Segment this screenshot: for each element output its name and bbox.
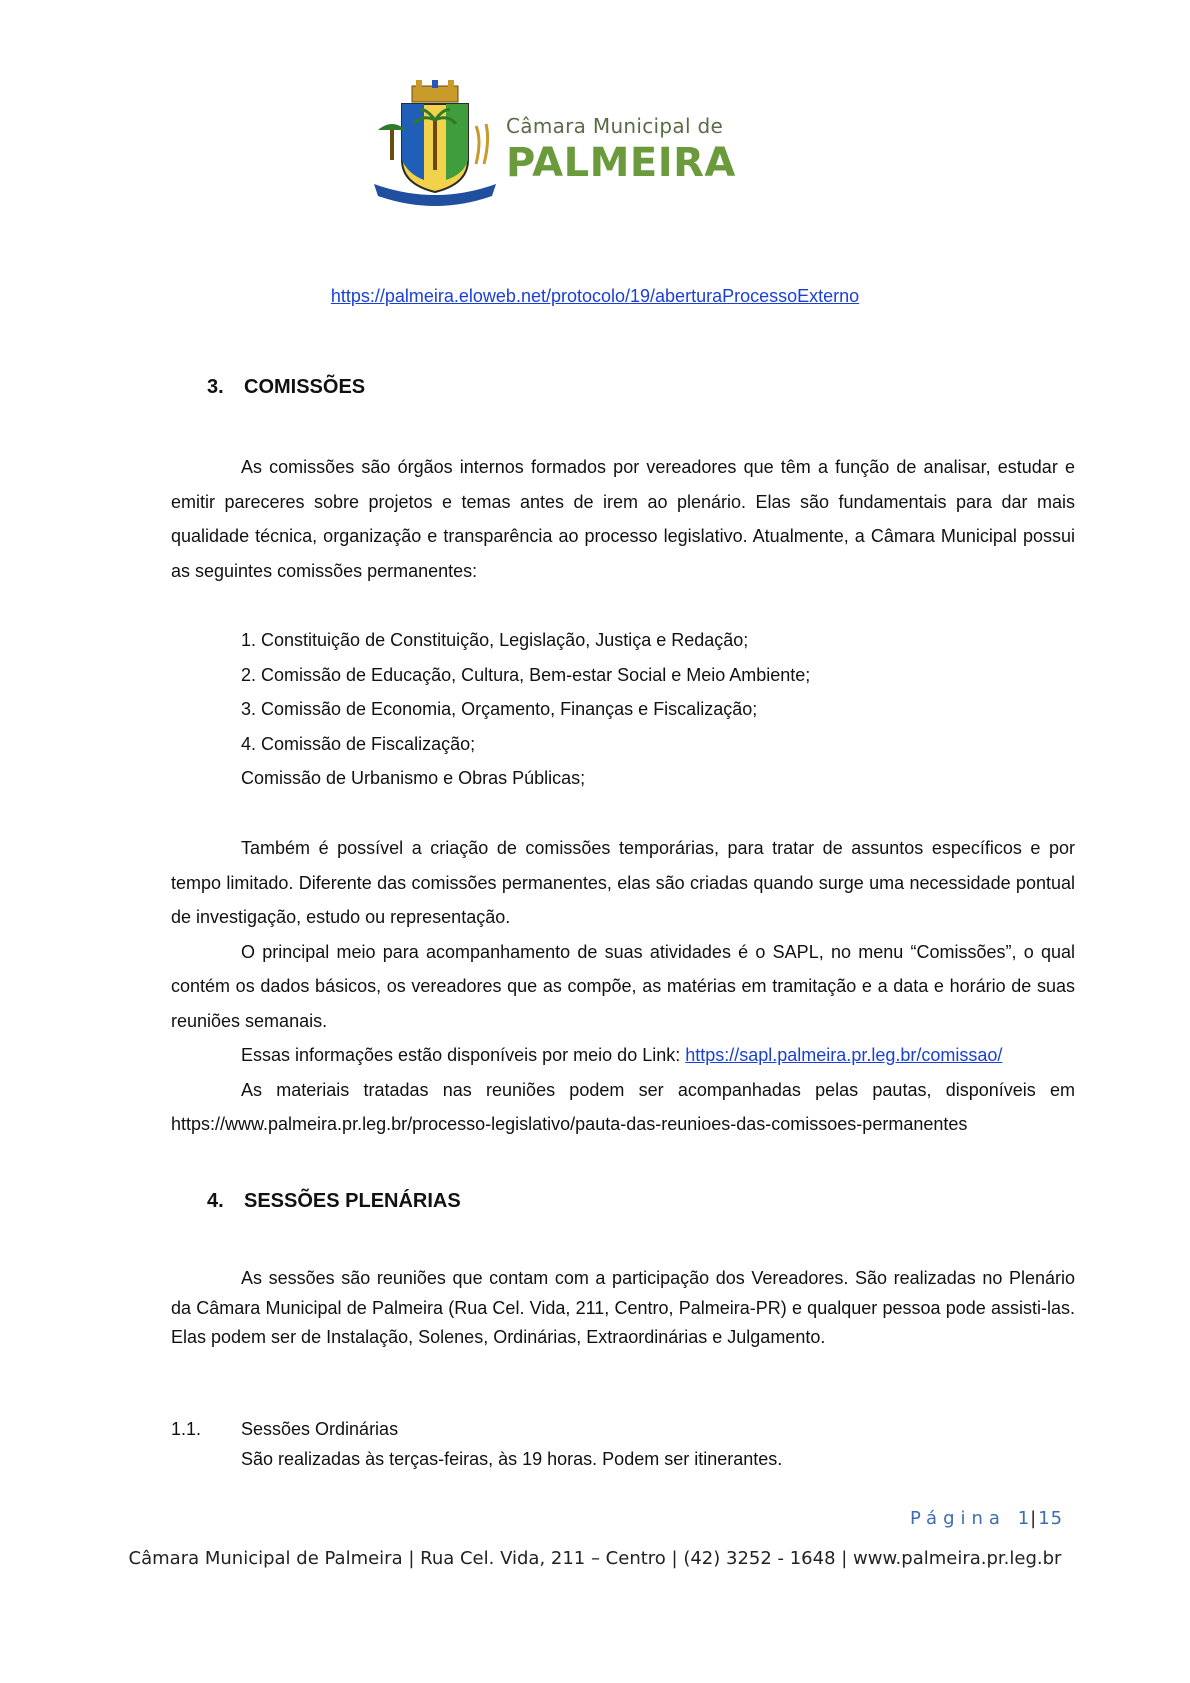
list-item: 3. Comissão de Economia, Orçamento, Finanças e Fiscalização; <box>241 699 758 719</box>
link-paragraph-text: Essas informações estão disponíveis por meio do Link: <box>241 1045 686 1065</box>
page-separator: | <box>1030 1508 1039 1529</box>
page-total: 15 <box>1038 1508 1064 1529</box>
section-3-body <box>171 831 1075 1142</box>
sapl-commission-link[interactable]: https://sapl.palmeira.pr.leg.br/comissao/ <box>685 1045 1003 1065</box>
section-4-intro-text: As sessões são reuniões que contam com a participação dos Vereadores. São realizadas no Plenário da Câmara Municipal de Palmeira (Rua Cel. Vida, 211, Centro, Palmeira-PR) e qualquer pessoa pode assisti-las. Elas podem ser de Instalação, Solenes, Ordinárias, Extraordinárias e Julgamento. <box>171 1268 1075 1347</box>
page-footer: Câmara Municipal de Palmeira | Rua Cel. Vida, 211 – Centro | (42) 3252 - 1648 | www.palmeira.pr.leg.br <box>128 1548 1062 1569</box>
list-item: 4. Comissão de Fiscalização; <box>241 733 476 754</box>
section-4-number: 4. <box>207 1190 224 1212</box>
section-4-title: SESSÕES PLENÁRIAS <box>244 1190 461 1212</box>
section-3-heading <box>207 376 365 399</box>
section-4-intro <box>171 1264 1075 1353</box>
subsection-title: Sessões Ordinárias <box>241 1419 399 1439</box>
temporary-commissions-paragraph: Também é possível a criação de comissões temporárias, para tratar de assuntos específicos e por tempo limitado. Diferente das comissões permanentes, elas são criadas quando surge uma necessidade pontual de investigação, estudo ou representação. <box>171 838 1075 927</box>
page-current: 1 <box>1017 1508 1031 1529</box>
section-3-intro-text: As comissões são órgãos internos formados por vereadores que têm a função de analisar, estudar e emitir pareceres sobre projetos e temas antes de irem ao plenário. Elas são fundamentais para dar mais qualidade técnica, organização e transparência ao processo legislativo. Atualmente, a Câmara Municipal possui as seguintes comissões permanentes: <box>171 457 1075 581</box>
list-item: 2. Comissão de Educação, Cultura, Bem-estar Social e Meio Ambiente; <box>241 664 811 685</box>
subsection-1-1 <box>171 1414 782 1474</box>
logo-line-1: Câmara Municipal de <box>506 114 724 138</box>
coat-of-arms-icon <box>372 80 498 212</box>
section-3-intro <box>171 450 1075 588</box>
logo-line-2: PALMEIRA <box>506 140 736 186</box>
page-label: Página <box>910 1508 1006 1529</box>
sapl-paragraph: O principal meio para acompanhamento de suas atividades é o SAPL, no menu “Comissões”, o qual contém os dados básicos, os vereadores que as compõe, as matérias em tramitação e a data e horário de suas reuniões semanais. <box>171 941 1075 1031</box>
protocol-link[interactable]: https://palmeira.eloweb.net/protocolo/19/aberturaProcessoExterno <box>330 286 860 306</box>
top-link-line <box>0 286 1190 307</box>
list-item: Comissão de Urbanismo e Obras Públicas; <box>241 768 586 788</box>
logo-text <box>506 114 736 186</box>
section-4-heading <box>207 1190 461 1213</box>
page-number <box>910 1508 1063 1529</box>
subsection-text: São realizadas às terças-feiras, às 19 horas. Podem ser itinerantes. <box>241 1449 783 1469</box>
agenda-paragraph: As materiais tratadas nas reuniões podem ser acompanhadas pelas pautas, disponíveis em https://www.palmeira.pr.leg.br/processo-legislativo/pauta-das-reunioes-das-comissoes-permanentes <box>171 1079 1075 1134</box>
link-paragraph <box>171 1038 1075 1073</box>
list-item: 1. Constituição de Constituição, Legislação, Justiça e Redação; <box>241 630 749 650</box>
header-logo <box>372 80 736 212</box>
commissions-list <box>241 623 810 796</box>
subsection-number: 1.1. <box>171 1419 202 1439</box>
section-3-number: 3. <box>207 376 224 398</box>
section-3-title: COMISSÕES <box>244 376 366 398</box>
